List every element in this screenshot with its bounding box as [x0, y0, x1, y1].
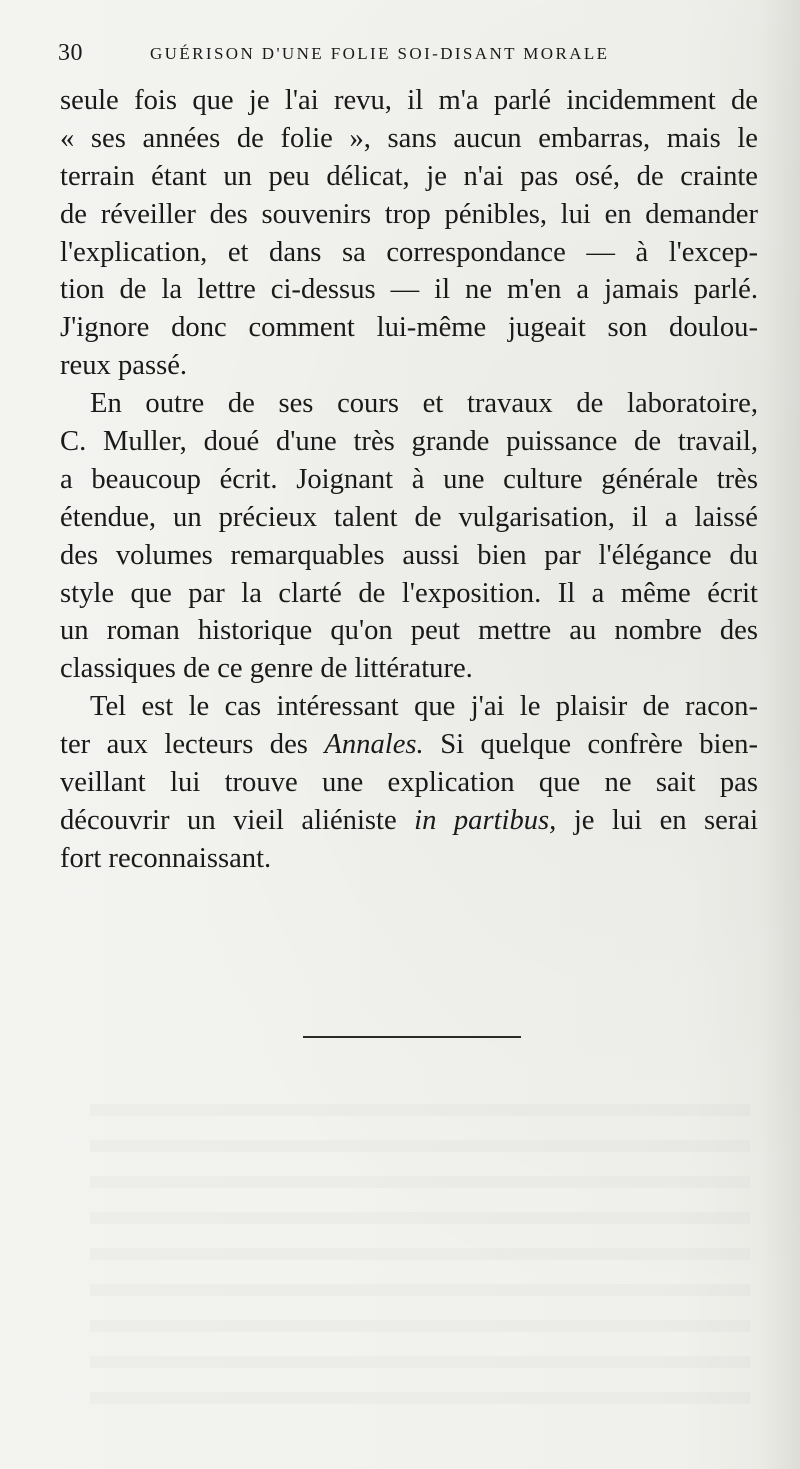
section-end-rule [303, 1036, 521, 1038]
text-line: de réveiller des souvenirs trop pénibles, lui en demander [60, 198, 758, 230]
text-line: tion de la lettre ci-dessus — il ne m'en a jamais parlé. [60, 274, 758, 306]
body-text [60, 82, 758, 878]
page-number: 30 [58, 40, 83, 66]
text-line [60, 726, 758, 764]
journal-title: Annales. [324, 729, 424, 761]
show-through-text [90, 1080, 750, 1410]
text-line: des volumes remarquables aussi bien par l'élégance du [60, 539, 758, 571]
text-line: En outre de ses cours et travaux de laboratoire, [90, 388, 758, 420]
text-line: étendue, un précieux talent de vulgarisation, il a laissé [60, 501, 758, 533]
text-line: J'ignore donc comment lui-même jugeait son doulou- [60, 312, 758, 344]
text-line: seule fois que je l'ai revu, il m'a parlé incidemment de [60, 85, 758, 116]
text-line: terrain étant un peu délicat, je n'ai pas osé, de crainte [60, 160, 758, 192]
text-fragment: Si quelque confrère bien- [423, 729, 758, 761]
text-line: un roman historique qu'on peut mettre au nombre des [60, 615, 758, 647]
text-line: style que par la clarté de l'exposition. Il a même écrit [60, 577, 758, 609]
latin-phrase: in partibus, [414, 804, 557, 836]
text-fragment: ter aux lecteurs des [60, 729, 325, 761]
running-title: GUÉRISON D'UNE FOLIE SOI-DISANT MORALE [150, 44, 610, 63]
text-line: Tel est le cas intéressant que j'ai le plaisir de racon- [90, 691, 758, 723]
text-line [60, 802, 758, 840]
text-line: reux passé. [60, 350, 188, 382]
text-line: « ses années de folie », sans aucun embarras, mais le [60, 122, 758, 154]
text-line: classiques de ce genre de littérature. [60, 653, 473, 685]
text-fragment: découvrir un vieil aliéniste [60, 804, 415, 836]
page-edge-shadow [760, 0, 800, 1469]
text-line: a beaucoup écrit. Joignant à une culture générale très [60, 463, 758, 495]
text-line: C. Muller, doué d'une très grande puissance de travail, [60, 426, 758, 458]
text-line: l'explication, et dans sa correspondance — à l'excep- [60, 236, 758, 268]
text-line: veillant lui trouve une explication que ne sait pas [60, 767, 758, 799]
running-head [58, 40, 698, 66]
text-fragment: je lui en serai [556, 804, 759, 836]
text-line: fort reconnaissant. [60, 842, 272, 874]
